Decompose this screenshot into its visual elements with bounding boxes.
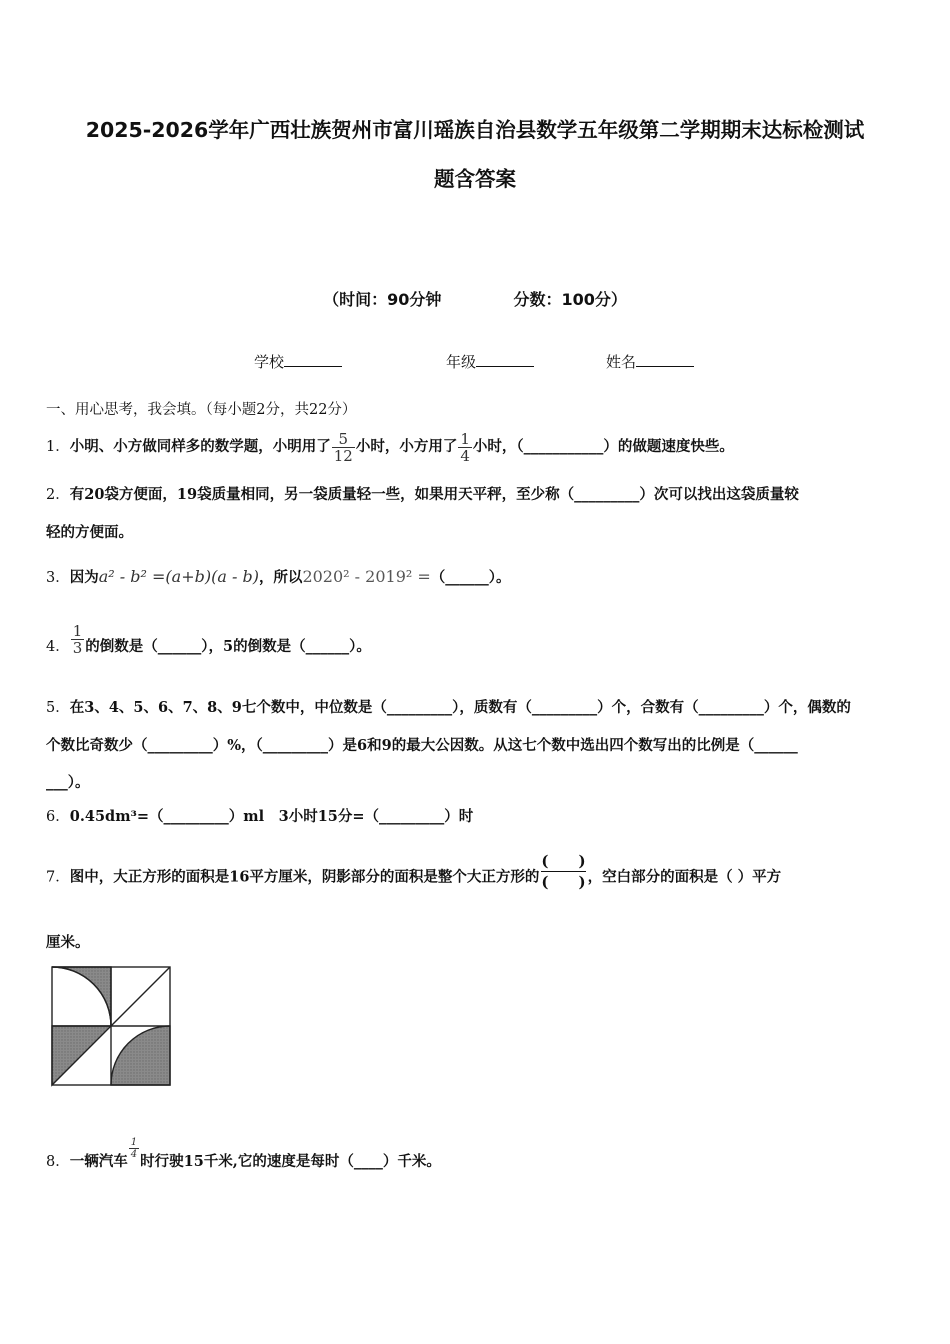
q1-number: 1． xyxy=(46,439,70,455)
q1-f1-den: 12 xyxy=(333,446,353,465)
q5-number: 5． xyxy=(46,700,70,716)
time-label: （时间：90分钟 xyxy=(323,290,442,309)
q7-fraction xyxy=(541,851,585,892)
q3-number: 3． xyxy=(46,570,70,586)
question-7 xyxy=(46,852,908,961)
shaded-bottom-left xyxy=(52,1026,111,1085)
q1-text-b: 小时，小方用了 xyxy=(355,438,458,455)
question-5 xyxy=(46,689,908,801)
title-line-2: 题含答案 xyxy=(434,167,516,191)
question-4 xyxy=(46,621,908,666)
q2-line-2: 轻的方便面。 xyxy=(46,524,133,541)
q7-text-b: ，空白部分的面积是（ ）平方 xyxy=(587,868,782,886)
q3-text-b: ，所以 xyxy=(258,569,303,586)
q7-text-a: 图中，大正方形的面积是16平方厘米，阴影部分的面积是整个大正方形的 xyxy=(69,868,540,886)
score-label: 分数：100分） xyxy=(513,290,627,309)
q4-frac-num: 1 xyxy=(72,621,83,640)
grade-label: 年级 xyxy=(446,353,477,371)
q5-line-1: 在3、4、5、6、7、8、9七个数中，中位数是（_________），质数有（_________）个，合数有（_________）个，偶数的 xyxy=(69,699,851,716)
q3-text-c: （______）。 xyxy=(430,569,511,586)
section1-heading: 一、用心思考，我会填。（每小题2分，共22分） xyxy=(46,402,357,418)
exam-title xyxy=(40,106,910,204)
question-2 xyxy=(46,476,908,551)
q6-text: 0.45dm³=（_________）ml 3小时15分=（_________）时 xyxy=(69,808,474,825)
q5-line-2: 个数比奇数少（_________）%，（_________）是6和9的最大公因数。从这七个数中选出四个数写出的比例是（______ xyxy=(46,737,798,754)
q5-line-3: ___）。 xyxy=(46,774,90,791)
diagonal-top-right xyxy=(111,967,170,1026)
shaded-top-left xyxy=(52,967,111,1026)
q4-fraction xyxy=(71,623,85,656)
shaded-bottom-right xyxy=(111,1026,170,1085)
name-field xyxy=(606,351,694,372)
q8-fraction xyxy=(129,1137,139,1160)
q1-text-c: 小时，（___________）的做题速度快些。 xyxy=(472,438,734,455)
q8-frac-den: 4 xyxy=(130,1148,138,1160)
q1-f2-den: 4 xyxy=(460,446,470,465)
question-1 xyxy=(46,428,908,466)
title-line-1: 2025-2026学年广西壮族贺州市富川瑶族自治县数学五年级第二学期期末达标检测试 xyxy=(85,118,865,142)
q4-frac-den: 3 xyxy=(72,638,83,657)
q7-number: 7． xyxy=(46,869,70,886)
q3-expression: 2020² - 2019² = xyxy=(302,567,431,586)
q1-fraction-2 xyxy=(458,431,472,464)
name-blank xyxy=(636,352,694,367)
q4-text: 的倒数是（______），5的倒数是（______）。 xyxy=(85,638,371,655)
square-figure xyxy=(49,964,173,1088)
question-8 xyxy=(46,1136,908,1181)
q1-text-a: 小明、小方做同样多的数学题，小明用了 xyxy=(69,438,331,455)
q6-number: 6． xyxy=(46,809,70,825)
q2-number: 2． xyxy=(46,487,70,503)
name-label: 姓名 xyxy=(606,353,637,371)
q7-frac-num: ( ) xyxy=(541,852,586,870)
q1-fraction-1 xyxy=(332,431,355,464)
question-3 xyxy=(46,558,908,597)
q3-formula: a² - b² =(a+b)(a - b) xyxy=(98,567,259,586)
school-field xyxy=(254,351,342,372)
q2-line-1: 有20袋方便面，19袋质量相同，另一袋质量轻一些，如果用天平秤，至少称（_________）次可以找出这袋质量较 xyxy=(69,486,799,503)
school-blank xyxy=(284,352,342,367)
time-score-line xyxy=(0,287,950,310)
grade-blank xyxy=(476,352,534,367)
q7-frac-den: ( ) xyxy=(541,873,586,891)
q1-f2-num: 1 xyxy=(460,429,470,448)
question-6 xyxy=(46,798,908,836)
q3-text-a: 因为 xyxy=(69,569,99,586)
q8-frac-num: 1 xyxy=(130,1136,138,1148)
grade-field xyxy=(446,351,534,372)
q7-line-2: 厘米。 xyxy=(46,934,90,951)
q8-text-a: 一辆汽车 xyxy=(69,1153,128,1170)
q8-number: 8． xyxy=(46,1154,70,1170)
school-label: 学校 xyxy=(254,353,285,371)
q1-f1-num: 5 xyxy=(338,429,349,448)
q8-text-b: 时行驶15千米,它的速度是每时（____）千米。 xyxy=(140,1153,441,1170)
q4-number: 4． xyxy=(46,639,70,655)
